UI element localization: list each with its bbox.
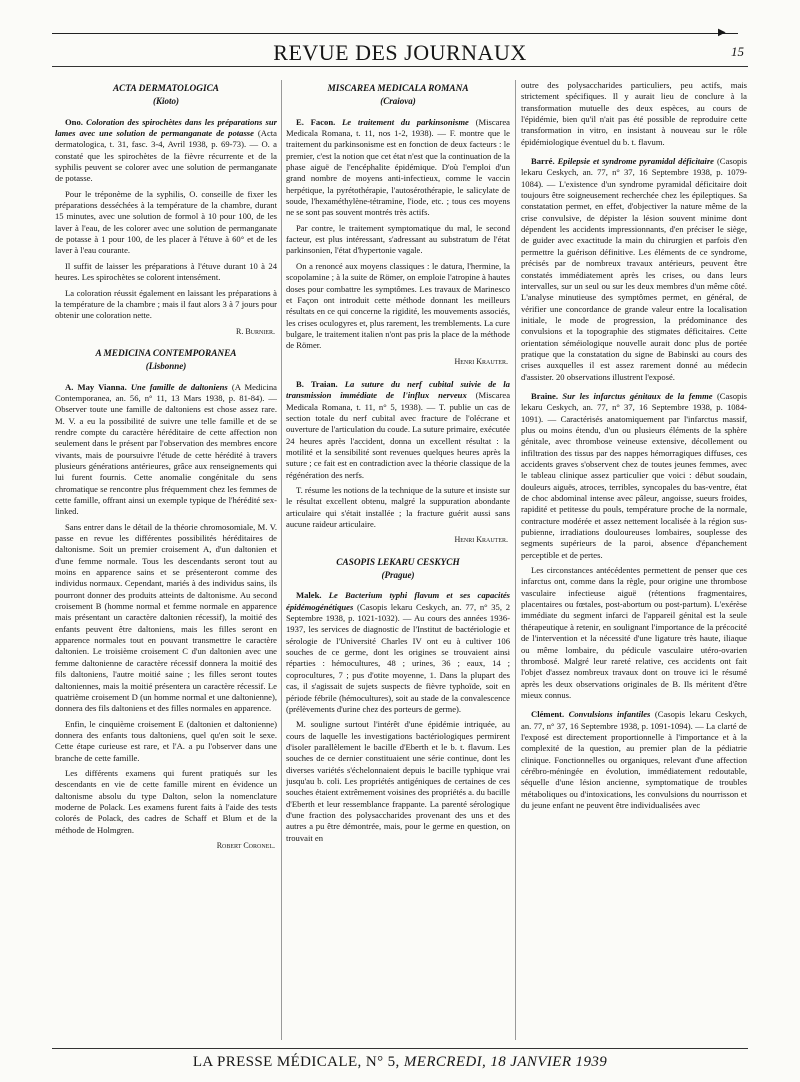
reviewer-signature: Henri Krauter. (454, 356, 508, 366)
column-2 (286, 80, 510, 1040)
article-paragraph: outre des polysaccharides particuliers, peu actifs, mais strictement spécifiques. Il y aurait lieu de conclure à la transformation mutuelle des deux espèces, au cours de l'épidémie, bien qu'il n'ait pas été possible de reproduire cette transformation in vitro, en insistant à nouveau sur le rôle épidémiologique éventuel du b. t. flavum. (521, 80, 747, 147)
article-paragraph: Enfin, le cinquième croisement E (daltonien et daltonienne) donnera des enfants tous daltoniens, quel qu'en soit le sexe. Cette étape curieuse est rare, et l'A. a pu l'observer dans une branche de cette famille. (55, 718, 277, 763)
article-abstract (55, 117, 277, 185)
article-paragraph: Il suffit de laisser les préparations à l'étuve durant 10 à 24 heures. Les spirochètes se colorent intensément. (55, 260, 277, 283)
column-divider (515, 80, 516, 1040)
article-citation: (Casopis lekaru Ceskych, an. 77, n° 37, 16 Septembre 1938, p. 1079-1084). — L'existence d'un syndrome pyramidal déficitaire doit toujours être soigneusement recherchée chez les épileptiques. Sa constatation permet, en effet, d'objectiver la nature même de la crise convulsive, de dépister la lésion souvent minime dont dépendent les accidents impressionnants, d'en préciser le siège, de guider avec exactitude la main du chirurgien et parfois d'en permettre la guérison définitive. Les éléments de ce syndrome, précisés par de nombreux travaux antérieurs, peuvent être constatés immédiatement après les crises, ou dans leurs intervalles, sur un seul ou sur les deux membres d'un même côté. L'analyse minutieuse des symptômes permet, en général, de vérifier une concordance de grande valeur entre la localisation initiale, le mode de progression, la prédominance des convulsions et la topographie des stigmates déficitaires. Cette orientation séméiologique nouvelle aurait donc plus de portée pratique que la constatation du signe de Babinski au cours des crises auxquelles il est assez rarement donné au médecin d'assister. 20 observations illustrent l'exposé. (521, 156, 747, 382)
article-paragraph: M. souligne surtout l'intérêt d'une épidémie intriquée, au cours de laquelle les investigations bactériologiques permirent d'isoler parallèlement le bacille d'Eberth et le b. t. flavum. Les souches de ce dernier constituaient une série continue, dont les diverses variétés s'échelonnaient depuis le bacille typhique vrai jusqu'au b. coli. Les propriétés antigéniques de certaines de ces souches étaient extrêmement voisines des propriétés a. du bacille d'Eberth et leur ressemblance frappante. La parenté sérologique d'une fraction des polysaccharides provenant des uns et des autres a pu être démontrée, mais, pour le germe en question, on trouvait en (286, 719, 510, 843)
article-title: La suture du nerf cubital suivie de la transmission immédiate de l'influx nerveux (286, 378, 510, 401)
article-author: A. May Vianna. (65, 381, 127, 392)
article-citation: (Casopis lekaru Ceskych, an. 77, n° 35, 2 Septembre 1938, p. 1021-1032). — Au cours des années 1936-1937, les services de diagnostic de l'Institut de bactériologie et sérologie de l'Université Charles IV ont eu à cultiver 106 souches de ce germe, dont les origines se trouvaient ainsi réparties : hémocultures, 48 ; urines, 36 ; eaux, 14 ; coprocultures, 7 ; pus d'otite moyenne, 1. Dans la plupart des cas, il s'agissait de sujets suspects de fièvre typhoïde, soit en période fébrile (hémocultures), soit au stade de la convalescence (prélèvements d'urine chez des porteurs de germe). (286, 601, 510, 714)
section-subtitle: (Craiova) (380, 96, 416, 107)
article-abstract (521, 156, 747, 383)
article-paragraph: Les différents examens qui furent pratiqués sur les descendants en vie de cette famille mirent en évidence un daltonisme absolu du type Dalton, selon la nomenclature moderne de Polack. Les examens furent faits à l'aide des tests colorés de Polack, des cadres de Schaff et Blum et de la méthode de Holmgren. (55, 767, 277, 835)
section-title: CASOPIS LEKARU CESKYCH (336, 557, 460, 568)
article-paragraph: On a renoncé aux moyens classiques : le datura, l'hermine, la scopolamine ; à la suite de Römer, on emploie l'atropine à hautes doses pour combattre les symptômes. Les travaux de Marinesco et Façon ont introduit cette méthode donnant les meilleurs résultats en ce qui concerne la rigidité, les mouvements associés, les crises oculogyres et, plus rarement, les tremblements. La cure bulgare, le traitement italien n'ont pas pris la place de la méthode de Römer. (286, 260, 510, 351)
top-rule (52, 33, 738, 34)
article-author: Braine. (531, 390, 558, 401)
article-abstract (286, 590, 510, 715)
article-author: Barré. (531, 156, 555, 167)
article-author: B. Traian. (296, 378, 338, 389)
article-abstract (521, 709, 747, 811)
section-subtitle: (Kioto) (153, 96, 179, 107)
footer-date: MERCREDI, 18 JANVIER 1939 (403, 1054, 608, 1070)
reviewer-signature: Henri Krauter. (454, 535, 508, 545)
column-1 (55, 80, 277, 1040)
article-author: Clément. (531, 709, 565, 720)
section-title: A MEDICINA CONTEMPORANEA (95, 348, 237, 359)
article-title: Le Bacterium typhi flavum et ses capacités épidémogénétiques (286, 590, 510, 612)
article-abstract (521, 391, 747, 561)
page-number: 15 (731, 44, 744, 59)
article-title: Le traitement du parkinsonisme (342, 116, 469, 127)
header-rule (52, 66, 748, 67)
article-author: Malek. (296, 590, 322, 601)
footer-number: N° 5, (365, 1054, 400, 1070)
article-abstract (55, 382, 277, 518)
reviewer-signature: Robert Coronel. (216, 840, 275, 850)
article-citation: (Casopis lekaru Ceskych, an. 77, n° 37, 16 Septembre 1938, p. 1091-1094). — La clarté de l'exposé est directement proportionnelle à l'importance et à la complexité de la question, au premier plan de la pédiatrie clinique. Fonctionnelles ou organiques, relevant d'une affection cérébro-méningée en évolution, immédiatement redoutable, séquelle d'une lésion ancienne, symptomatique de troubles métaboliques ou d'intoxications, les convulsions du nourrisson et du jeune enfant ne peuvent être individualisées avec (521, 709, 747, 810)
running-title: REVUE DES JOURNAUX (273, 40, 527, 65)
article-paragraph: La coloration réussit également en laissant les préparations à la température de la chambre ; mais il faut alors 3 à 7 jours pour obtenir une coloration nette. (55, 287, 277, 321)
article-paragraph: Pour le tréponème de la syphilis, O. conseille de fixer les préparations desséchées à la température de la chambre, durant 15 minutes, avec une solution de formol à 10 pour 100, de les laver à l'eau, de les colorer avec une solution de permanganate de potasse à 1 pour 100, de les placer à l'étuve à 60° et de les laver à l'eau courante. (55, 188, 277, 256)
article-paragraph: Les circonstances antécédentes permettent de penser que ces infarctus ont, comme dans la règle, pour origine une thrombose vasculaire infectieuse aiguë (rétentions fragmentaires, placentaires ou fœtales, post-abortum ou post-partum). L'exérèse immédiate du segment infarci de l'appareil génital est la seule thérapeutique à retenir, en soulignant l'importance de la précocité de l'intervention et la nécessité d'une ligature très haute, iliaque ou même lombaire, du pédicule vasculaire utéro-ovarien thrombosé. Malgré leur rareté relative, ces accidents ont fait l'objet d'assez nombreux travaux dont on trouve ici le résumé après les deux observations originales de B. Ils méritent d'être mieux connus. (521, 565, 747, 700)
page-footer (0, 1054, 800, 1071)
article-title: Une famille de daltoniens (130, 381, 228, 392)
section-title: ACTA DERMATOLOGICA (112, 84, 219, 94)
article-paragraph: Sans entrer dans le détail de la théorie chromosomiale, M. V. passe en revue les différentes possibilités héréditaires de daltonisme. Soit un premier croisement A, d'un daltonien et d'une femme normale. Tous les descendants seront tout au moins en apparence sains et se présenteront comme des individus normaux. Cependant, mariés à des individus sains, ils pourront donner des produits atteints de daltonisme. Au second croisement B (homme normal et femme normale en apparence mais présentant un caractère daltonien récessif), la moitié des enfants peuvent être daltoniens, mais les filles seront en apparence normales tout en pouvant transmettre le caractère daltonien. Le troisième croisement C d'un daltonien avec une femme daltonienne de caractère récessif donnera la moitié des fils daltoniens, l'autre moitié saine ; les filles seront toutes daltoniennes, mais la moitié présentera un caractère récessif. Le quatrième croisement D (un homme normal et une daltonienne), donnera des fils daltoniens et des filles normales en apparence. (55, 521, 277, 714)
article-paragraph: Par contre, le traitement symptomatique du mal, le second facteur, est plus intéressant, s'adressant au substratum de l'état parkinsonien, l'état d'hypertonie vagale. (286, 222, 510, 256)
top-rule-arrow: ▶ (718, 27, 726, 38)
footer-rule (52, 1048, 748, 1049)
article-abstract (286, 379, 510, 481)
reviewer-signature: R. Burnier. (235, 326, 275, 336)
footer-journal: LA PRESSE MÉDICALE, (192, 1054, 362, 1070)
article-title: Sur les infarctus génitaux de la femme (562, 390, 713, 401)
article-title: Epilepsie et syndrome pyramidal déficitaire (557, 156, 714, 167)
section-title: MISCAREA MEDICALA ROMANA (327, 84, 469, 94)
article-paragraph: T. résume les notions de la technique de la suture et insiste sur le résultat excellent obtenu, malgré la suppuration abondante articulaire qui s'était installée ; la fracture guérit aussi sans aucune raideur articulaire. (286, 485, 510, 530)
article-title: Coloration des spirochètes dans les préparations sur lames avec une solution de permanganate de potasse (55, 116, 277, 139)
article-citation: (Acta dermatologica, t. 31, fasc. 3-4, Avril 1938, p. 69-73). — O. a constaté que les spirochètes de la fièvre récurrente et de la syphilis peuvent se colorer avec une solution de permanganate de potasse. (55, 128, 277, 184)
article-title: Convulsions infantiles (568, 709, 651, 720)
article-abstract (286, 117, 510, 219)
section-subtitle: (Lisbonne) (145, 361, 187, 372)
article-citation: (Casopis lekaru Ceskych, an. 77, n° 37, 16 Septembre 1938, p. 1084-1091). — Caractérisés anatomiquement par l'infarctus massif, plus ou moins étendu, d'un ou plusieurs éléments de la sphère génitale, avec thrombose veineuse extensive, décollement ou infiltration des tissus par des nappes hémorragiques diffuses, ces accidents graves s'observent chez de toutes jeunes femmes, avec le tableau clinique assez particulier que voici : début soudain, douleurs aiguës, atroces, terribles, syncopales du bas-ventre, état de choc abdominal intense avec pâleur, angoisse, sueurs froides, rapidité et petitesse du pouls, température proche de la normale, contracture modérée et assez nettement localisée à la région sus-pubienne, irradiations douloureuses lombaires, souplesse des segments supérieurs de la paroi, absence d'épanchement perceptible et de pertes. (521, 390, 747, 560)
column-3 (521, 80, 747, 1040)
article-author: E. Facon. (296, 116, 336, 127)
column-divider (281, 80, 282, 1040)
article-author: Ono. (65, 116, 83, 127)
article-citation: (Miscarea Medicala Romana, t. 11, nos 1-2, 1938). — F. montre que le traitement du parkinsonisme est en fonction de deux facteurs : le premier, c'est la notion que cet état n'est que la continuation de la phase aiguë de l'encéphalite épidémique. D'où l'emploi d'un grand nombre de moyens anti-infectieux, comme le vaccin herpétique, la pyrétothérapie, l'autosérothérapie, le salicylate de soude, l'hexaméthylène-tétramine, l'iode, etc. ; tous ces moyens ne se sont pas souvent montrés très actifs. (286, 116, 510, 218)
article-citation: (A Medicina Contemporanea, an. 56, n° 11, 13 Mars 1938, p. 81-84). — Observer toute une famille de daltoniens est chose assez rare. M. V. a eu la possibilité de suivre une telle famille et de se rendre compte du caractère héréditaire de cette affection non seulement dans le présent par l'observation des membres encore vivants, mais de poursuivre l'étude de cette hérédité à travers plusieurs générations antérieures, grâce aux renseignements qui lui furent fournis. Cette anomalie congénitale du sens chromatique se rencontre plus fréquemment chez les femmes de cette famille, offrant ainsi un exemple typique de l'hérédité sex-linked. (55, 381, 277, 517)
article-citation: (Miscarea Medicala Romana, t. 11, n° 5, 1938). — T. publie un cas de section totale du nerf cubital avec fracture de l'olécrane et ouverture de l'articulation du coude. La suture primaire, exécutée 24 heures après l'accident, donna un excellent résultat : la motilité et la sensibilité sont revenues quelques heures après la suture ; ce fait est en contradiction avec la théorie classique de la régénération des nerfs. (286, 390, 510, 480)
section-subtitle: (Prague) (381, 570, 415, 581)
